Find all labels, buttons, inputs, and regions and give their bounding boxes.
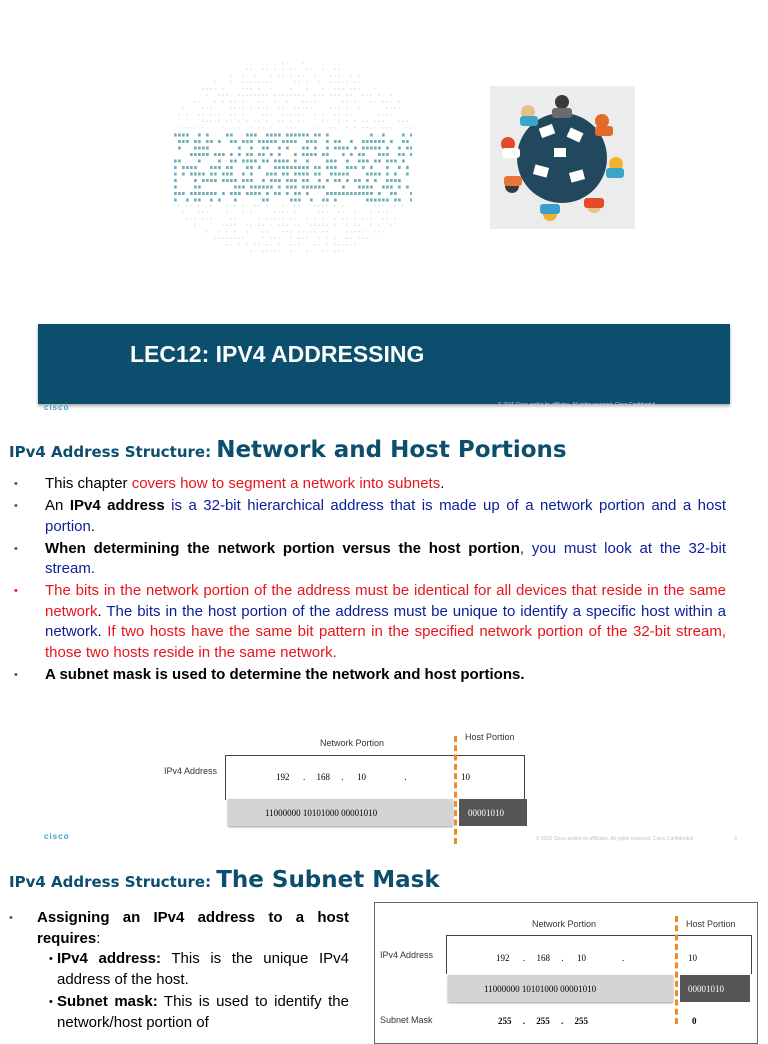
heading-prefix: IPv4 Address Structure: [9, 443, 212, 461]
mask-octet-row: 255 . 255 . 255 [498, 1016, 588, 1026]
bullet-item: • A subnet mask is used to determine the network and host portions. [14, 665, 525, 683]
host-portion-label: Host Portion [465, 732, 515, 742]
binary-network-text: 11000000 10101000 00001010 [484, 984, 597, 994]
list-item: • Assigning an IPv4 address to a host requires: [9, 909, 349, 947]
host-octet: 10 [688, 953, 697, 963]
binary-host-text: 00001010 [468, 808, 504, 818]
host-octet: 10 [461, 772, 470, 782]
copyright-text: © 2016 Cisco and/or its affiliates. All rights reserved. Cisco Confidential [536, 836, 694, 842]
network-portion-label: Network Portion [320, 738, 385, 748]
binary-host-text: 00001010 [688, 984, 724, 994]
ipv4-address-label: IPv4 Address [380, 950, 434, 960]
bullet-item: • An IPv4 address is a 32-bit hierarchical address that is made up of a network portion and a host portion. [14, 497, 726, 535]
host-portion-label: Host Portion [686, 919, 736, 929]
heading-main: Network and Host Portions [216, 437, 567, 463]
page-number: 3 [734, 836, 737, 842]
network-host-divider [454, 736, 457, 844]
cisco-logo-text: cisco [44, 832, 70, 841]
binary-dots-graphic [172, 58, 412, 258]
bullet-list [14, 474, 726, 687]
network-host-divider [675, 916, 678, 1024]
network-portion-label: Network Portion [532, 919, 597, 929]
bullet-item: • When determining the network portion versus the host portion, you must look at the 32-bit stream. [14, 539, 726, 577]
subnet-mask-label: Subnet Mask [380, 1015, 433, 1025]
binary-network-text: 11000000 10101000 00001010 [265, 808, 378, 818]
octet-row: 192 . 168 . 10 . [496, 953, 625, 963]
mask-host-octet: 0 [692, 1016, 697, 1026]
section-heading [9, 867, 440, 893]
bullet-item: • This chapter covers how to segment a network into subnets. [14, 475, 445, 492]
list-item: • IPv4 address: This is the unique IPv4 address of the host. [49, 950, 349, 988]
octet-row: 192 . 168 . 10 . [276, 772, 407, 782]
heading-main: The Subnet Mask [216, 867, 440, 893]
heading-prefix: IPv4 Address Structure: [9, 873, 212, 891]
list-item: • Subnet mask: This is used to identify the network/host portion of [49, 993, 349, 1031]
bullet-item: • The bits in the network portion of the address must be identical for all devices that reside in the same network. The bits in the host portion of the address must be unique to identify a specific host within a network. If two hosts have the same bit pattern in the specified network portion of the 32-bit stream, those two hosts reside in the same network. [14, 582, 726, 661]
cisco-logo-text: cisco [44, 403, 70, 412]
page-title: LEC12: IPV4 ADDRESSING [130, 341, 425, 367]
copyright-text: © 2016 Cisco and/or its affiliates. All rights reserved. Cisco Confidential [498, 402, 656, 408]
ipv4-address-label: IPv4 Address [164, 766, 218, 776]
meeting-illustration [490, 86, 635, 229]
subnet-bullet-list [9, 908, 349, 1033]
section-heading [9, 437, 567, 463]
